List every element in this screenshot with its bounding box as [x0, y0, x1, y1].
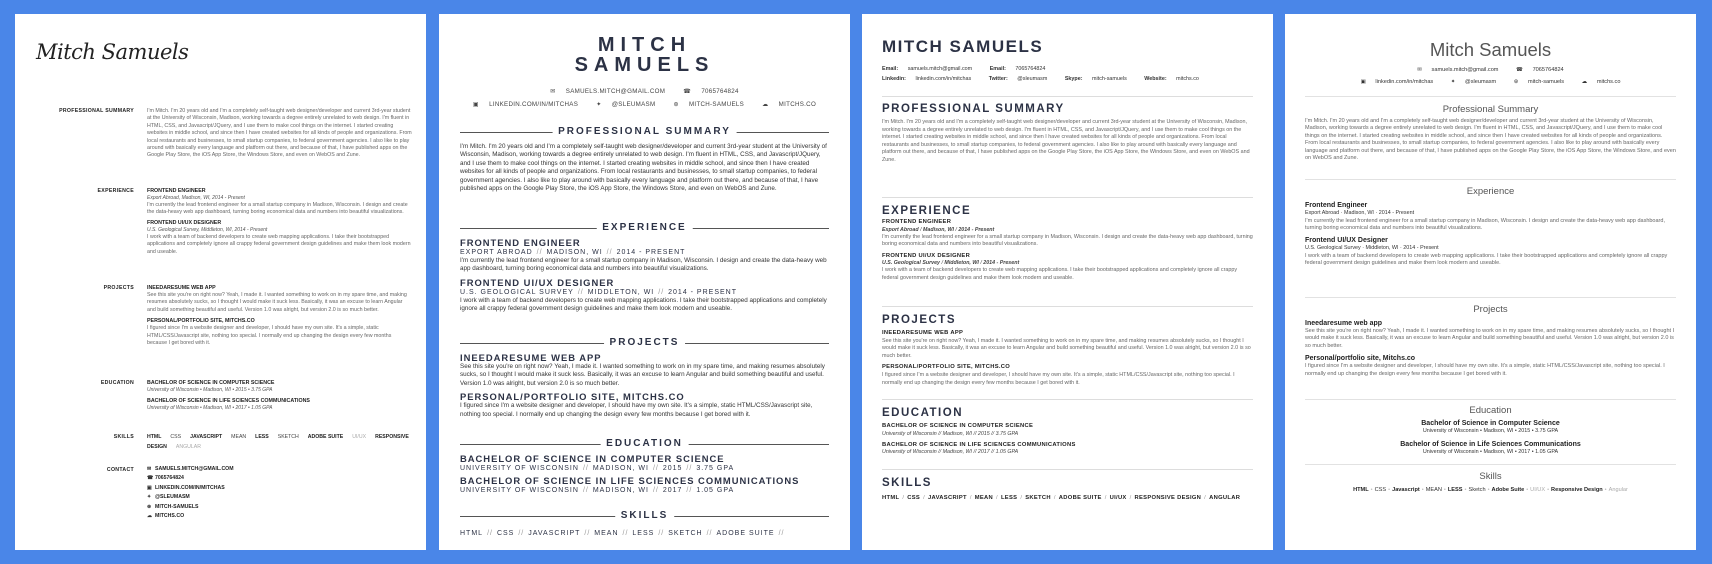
job-title: Frontend UI/UX Designer: [1305, 237, 1388, 245]
skill-item: Adobe Suite: [1491, 487, 1525, 493]
skill-item: Javascript: [1392, 487, 1420, 493]
contact-site[interactable]: ☁ MITCHS.CO: [762, 101, 817, 108]
job-title: FRONTEND UI/UX DESIGNER: [147, 220, 222, 227]
twitter-icon: ✦: [147, 494, 152, 501]
resume-name: Mitch Samuels: [36, 40, 189, 64]
skill-item: HTML: [460, 530, 484, 537]
degree: BACHELOR OF SCIENCE IN COMPUTER SCIENCE: [882, 423, 1034, 429]
contact-row-1: [439, 87, 850, 97]
divider: [882, 96, 1253, 97]
job-meta: U.S. Geological Survey, Middleton, WI, 2014 - Present: [147, 227, 268, 234]
skill-item: UI/UX: [352, 434, 367, 440]
skill-separator: •: [1370, 487, 1373, 493]
resume-name: MITCH SAMUELS: [574, 34, 715, 76]
contact-twitter[interactable]: ✦ @SLEUMASM: [596, 101, 656, 108]
linkedin-icon: ▣: [472, 101, 482, 108]
job-meta: U.S. Geological Survey · Middleton, WI · 2014 - Present: [1305, 245, 1439, 252]
skill-item: MEAN: [974, 495, 994, 501]
skill-item: SKETCH: [277, 434, 299, 440]
job-meta: Export Abroad, Madison, WI, 2014 - Present: [147, 195, 245, 201]
summary-heading: PROFESSIONAL SUMMARY: [882, 103, 1065, 115]
project-title: INEEDARESUME WEB APP: [460, 352, 602, 363]
project-entry: [147, 318, 412, 347]
degree-meta: University of Wisconsin • Madison, WI • 2015 • 3.75 GPA: [1422, 428, 1559, 434]
skill-separator: //: [584, 530, 591, 537]
contact-skype[interactable]: ⊛ mitch-samuels: [1513, 79, 1565, 85]
cloud-icon: ☁: [147, 513, 153, 520]
project-title: INEEDARESUME WEB APP: [147, 285, 216, 291]
skill-item: ANGULAR: [175, 444, 201, 450]
skill-item: RESPONSIVE DESIGN: [1134, 495, 1202, 501]
job-title: FRONTEND UI/UX DESIGNER: [882, 252, 971, 259]
section-label: EXPERIENCE: [97, 188, 134, 194]
experience-list: [460, 238, 829, 314]
skill-separator: //: [706, 530, 713, 537]
skill-item: MEAN: [1425, 487, 1442, 493]
contact-phone[interactable]: Email: 7065764824: [989, 66, 1046, 72]
skill-separator: /: [1204, 495, 1207, 501]
contact-linkedin[interactable]: Linkedin: linkedin.com/in/mitchas: [882, 76, 972, 82]
phone-icon: ☎: [683, 88, 694, 95]
skill-item: JAVASCRIPT: [528, 530, 581, 537]
skill-separator: //: [778, 530, 785, 537]
contact-email[interactable]: ✉ SAMUELS.MITCH@GMAIL.COM: [147, 465, 412, 474]
project-desc: I figured since I'm a website designer and developer, I should have my own site. It's a simple, static HTML/CSS/Javascript site, nothing too special. I normally end up changing the design every few months because I get bored with it.: [460, 402, 813, 418]
phone-icon: ☎: [147, 475, 154, 482]
skill-separator: •: [1547, 487, 1550, 493]
divider: [1305, 179, 1676, 180]
skill-separator: /: [1053, 495, 1056, 501]
contact-linkedin[interactable]: ▣ LINKEDIN.COM/IN/MITCHAS: [147, 484, 412, 493]
skill-item: Sketch: [1468, 487, 1486, 493]
contact-site[interactable]: ☁ mitchs.co: [1581, 79, 1621, 85]
experience-heading: EXPERIENCE: [460, 222, 829, 234]
projects-list: [1305, 319, 1676, 378]
skill-separator: /: [923, 495, 925, 501]
skill-separator: /: [996, 495, 998, 501]
job-title: FRONTEND ENGINEER: [460, 237, 581, 248]
degree: BACHELOR OF SCIENCE IN LIFE SCIENCES COMMUNICATIONS: [147, 397, 310, 404]
contact-skype[interactable]: ⊛ MITCH-SAMUELS: [147, 503, 412, 512]
skill-separator: //: [518, 530, 525, 537]
contact-list: [147, 465, 412, 521]
skills-heading: SKILLS: [882, 477, 932, 489]
job-meta: U.S. GEOLOGICAL SURVEY // MIDDLETON, WI // 2014 - PRESENT: [460, 288, 737, 296]
degree-meta: University of Wisconsin • Madison, WI • 2017 • 1.05 GPA: [1422, 448, 1559, 455]
skill-item: HTML: [882, 495, 900, 501]
skill-separator: /: [1104, 495, 1107, 501]
envelope-icon: ✉: [147, 466, 152, 472]
contact-site[interactable]: Website: mitchs.co: [1144, 76, 1199, 82]
resume-name: MITCH SAMUELS: [882, 37, 1044, 56]
degree-meta: UNIVERSITY OF WISCONSIN // MADISON, WI // 2015 // 3.75 GPA: [460, 465, 735, 472]
education-list: [1305, 419, 1676, 456]
degree-meta: University of Wisconsin • Madison, WI • 2017 • 1.05 GPA: [147, 404, 273, 411]
skills-heading: SKILLS: [460, 510, 829, 522]
contact-phone[interactable]: ☎ 7065764824: [683, 88, 739, 95]
education-heading: EDUCATION: [882, 407, 964, 419]
skill-item: ADOBE SUITE: [307, 434, 344, 440]
skill-separator: //: [658, 530, 665, 537]
contact-row-2: [882, 75, 1215, 84]
skill-item: RESPONSIVE DESIGN: [147, 434, 409, 450]
summary-text: I'm Mitch. I'm 20 years old and I'm a completely self-taught web designer/developer and current 3rd-year student at the University of Wisconsin, Madison, working towards a degree entirely unrelated to web design. I'm fluent in HTML, CSS, and Javascript/JQuery, and I use them to make cool things on the internet. I started creating websites in middle school, and since then I have created websites for all kinds of people and organizations. From local restaurants and businesses, to small startup companies, to federal government agencies. I also like to play around with basically every language and platform out there, and because of that, I have published apps on the Google Play Store, the iOS App Store, the Windows Store, and even on WebOS and Zune.: [147, 108, 412, 159]
project-entry: [147, 285, 412, 314]
degree: Bachelor of Science in Life Sciences Communications: [1400, 440, 1581, 448]
education-list: [460, 454, 829, 495]
degree-meta: UNIVERSITY OF WISCONSIN // MADISON, WI // 2017 // 1.05 GPA: [460, 487, 735, 494]
experience-heading: Experience: [1466, 186, 1515, 197]
skills-list: [147, 432, 412, 452]
resume-name: Mitch Samuels: [1429, 39, 1552, 60]
resume-template-1[interactable]: [15, 14, 426, 550]
education-entry: [147, 398, 412, 412]
contact-row-1: [882, 65, 1061, 74]
skill-item: Responsive Design: [1551, 487, 1603, 493]
section-label: EDUCATION: [100, 380, 134, 386]
job-meta: U.S. Geological Survey / Middleton, WI / 2014 - Present: [882, 260, 1020, 267]
skills-list: [1305, 486, 1676, 495]
degree: Bachelor of Science in Computer Science: [1421, 420, 1560, 427]
section-label: CONTACT: [106, 467, 134, 473]
projects-heading: PROJECTS: [460, 337, 829, 349]
project-title: Personal/portfolio site, Mitchs.co: [1305, 355, 1416, 363]
summary-heading: PROFESSIONAL SUMMARY: [460, 126, 829, 138]
projects-list: [882, 330, 1253, 387]
divider: [1305, 297, 1676, 298]
skill-separator: •: [1487, 487, 1490, 493]
degree-meta: University of Wisconsin // Madison, WI // 2015 // 3.75 GPA: [882, 430, 1019, 437]
resume-template-3[interactable]: [862, 14, 1273, 550]
project-title: Ineedaresume web app: [1305, 320, 1383, 327]
skill-item: CSS: [170, 434, 182, 440]
contact-twitter[interactable]: ✦ @SLEUMASM: [147, 493, 412, 502]
contact-row-2: [1285, 77, 1696, 87]
linkedin-icon: ▣: [1360, 79, 1368, 85]
summary-text: I'm Mitch. I'm 20 years old and I'm a completely self-taught web designer/developer and current 3rd-year student at the University of Wisconsin, Madison, working towards a degree entirely unrelated to web design. I'm fluent in HTML, CSS, and Javascript/JQuery, and I use them to make cool things on the internet. I started creating websites in middle school, and since then I have created websites for all kinds of people and organizations. From local restaurants and businesses, to small startup companies, to federal government agencies. I also like to play around with basically every language and platform out there, and because of that, I have published apps on the Google Play Store, the iOS App Store, the Windows Store, and even on WebOS and Zune.: [882, 119, 1250, 163]
twitter-icon: ✦: [596, 101, 604, 108]
skill-item: CSS: [1374, 487, 1387, 493]
resume-template-2[interactable]: [439, 14, 850, 550]
skill-separator: •: [1421, 487, 1424, 493]
project-title: PERSONAL/PORTFOLIO SITE, MITCHS.CO: [460, 391, 685, 403]
contact-twitter[interactable]: Twitter: @sleumasm: [988, 76, 1048, 82]
skill-item: MEAN: [231, 434, 247, 440]
skill-item: LESS: [255, 434, 269, 440]
contact-email[interactable]: ✉ SAMUELS.MITCH@GMAIL.COM: [550, 88, 666, 95]
job-title: FRONTEND UI/UX DESIGNER: [460, 276, 615, 288]
skill-separator: •: [1464, 487, 1467, 493]
resume-template-4[interactable]: [1285, 14, 1696, 550]
section-label: PROJECTS: [103, 285, 134, 291]
skype-icon: ⊛: [147, 503, 152, 510]
job-desc: I'm currently the lead frontend engineer for a small startup company in Madison, Wisconsin. I design and create the data-heavy web app dashboard, turning boring economical data and numbers into beautiful visualizations.: [1305, 217, 1665, 231]
job-entry: [147, 220, 412, 256]
divider: [882, 197, 1253, 198]
project-desc: I figured since I'm a website designer and developer, I should have my own site. It's a simple, static HTML/CSS/Javascript site, nothing too special. I normally end up changing the design every few months because I get bored with it.: [1305, 363, 1665, 377]
cloud-icon: ☁: [1581, 79, 1589, 85]
job-desc: I'm currently the lead frontend engineer for a small startup company in Madison, Wisconsin. I design and create the data-heavy web app dashboard, turning boring economical data and numbers into beautiful visualizations.: [460, 257, 827, 273]
job-desc: I work with a team of backend developers to create web mapping applications. I take their bootstrapped applications and completely ignore all crappy federal government design guidelines and make them look modern and useable.: [460, 296, 827, 313]
skill-item: LESS: [1000, 495, 1018, 501]
contact-skype[interactable]: Skype: mitch-samuels: [1064, 76, 1127, 82]
job-entry: [147, 188, 412, 216]
divider: [882, 469, 1253, 470]
skill-item: ADOBE SUITE: [1058, 495, 1102, 501]
contact-phone[interactable]: ☎ 7065764824: [147, 474, 412, 483]
job-title: FRONTEND ENGINEER: [882, 219, 952, 225]
skype-icon: ⊛: [673, 101, 681, 108]
skill-item: SKETCH: [668, 530, 703, 537]
skill-item: LESS: [1447, 487, 1463, 493]
linkedin-icon: ▣: [147, 484, 152, 491]
envelope-icon: ✉: [550, 88, 558, 95]
skills-list: [460, 530, 829, 537]
education-list: [882, 423, 1253, 456]
contact-email[interactable]: Email: samuels.mitch@gmail.com: [882, 66, 973, 72]
skill-separator: /: [969, 495, 972, 501]
skill-separator: //: [487, 530, 493, 537]
contact-phone[interactable]: ☎ 7065764824: [1516, 67, 1564, 73]
projects-heading: PROJECTS: [882, 314, 956, 326]
contact-linkedin[interactable]: ▣ LINKEDIN.COM/IN/MITCHAS: [472, 101, 579, 108]
skill-item: Angular: [1608, 487, 1628, 493]
contact-row-2: [439, 100, 850, 110]
contact-linkedin[interactable]: ▣ linkedin.com/in/mitchas: [1360, 79, 1434, 85]
degree-meta: University of Wisconsin • Madison, WI • 2015 • 3.75 GPA: [147, 387, 273, 393]
cloud-icon: ☁: [762, 101, 771, 108]
skill-item: CSS: [496, 530, 515, 537]
job-title: FRONTEND ENGINEER: [147, 188, 206, 194]
projects-heading: Projects: [1473, 304, 1508, 315]
project-desc: I figured since I'm a website designer and developer, I should have my own site. It's a simple, static HTML/CSS/Javascript site, nothing too special. I normally end up changing the design every few months because I get bored with it.: [147, 325, 392, 347]
skill-separator: //: [622, 530, 629, 537]
skill-item: UI/UX: [1109, 495, 1127, 501]
divider: [882, 399, 1253, 400]
skill-separator: •: [1388, 487, 1391, 493]
degree: BACHELOR OF SCIENCE IN LIFE SCIENCES COMMUNICATIONS: [882, 441, 1076, 448]
job-desc: I work with a team of backend developers to create web mapping applications. I take their bootstrapped applications and completely ignore all crappy federal government design guidelines and make them look modern and useable.: [882, 267, 1238, 281]
section-label: SKILLS: [113, 434, 134, 440]
skill-item: ANGULAR: [1209, 495, 1241, 501]
job-desc: I work with a team of backend developers to create web mapping applications. I take their bootstrapped applications and completely ignore all crappy federal government design guidelines and make them look modern and useable.: [147, 234, 411, 255]
envelope-icon: ✉: [1417, 67, 1424, 73]
skill-item: LESS: [632, 530, 655, 537]
skill-item: MEAN: [594, 530, 619, 537]
section-label: PROFESSIONAL SUMMARY: [59, 108, 134, 114]
summary-heading: Professional Summary: [1442, 104, 1539, 115]
skill-separator: /: [1020, 495, 1023, 501]
summary-text: I'm Mitch. I'm 20 years old and I'm a completely self-taught web designer/developer and current 3rd-year student at the University of Wisconsin, Madison, working towards a degree entirely unrelated to web design. I'm fluent in HTML, CSS, and Javascript/JQuery, and I use them to make cool things on the internet. I started creating websites in middle school, and since then I have created websites for all kinds of people and organizations. From local restaurants and businesses, to small startup companies, to federal government agencies. I also like to play around with basically every language and platform out there, and because of that, I have published apps on the Google Play Store, the iOS App Store, the Windows Store, and even on WebOS and Zune.: [1305, 118, 1676, 162]
skills-list: [882, 492, 1242, 504]
education-heading: Education: [1469, 405, 1512, 416]
project-title: PERSONAL/PORTFOLIO SITE, MITCHS.CO: [147, 318, 255, 325]
job-title: Frontend Engineer: [1305, 202, 1368, 209]
contact-twitter[interactable]: ✦ @sleumasm: [1450, 79, 1497, 85]
job-desc: I'm currently the lead frontend engineer for a small startup company in Madison, Wisconsin. I design and create the data-heavy web app dashboard, turning boring economical data and numbers into beautiful visualizations.: [147, 201, 408, 215]
skill-separator: /: [902, 495, 905, 501]
project-title: PERSONAL/PORTFOLIO SITE, MITCHS.CO: [882, 364, 1011, 371]
project-desc: I figured since I'm a website designer and developer, I should have my own site. It's a simple, static HTML/CSS/Javascript site, nothing too special. I normally end up changing the design every few months because I get bored with it.: [882, 371, 1235, 386]
skill-item: JAVASCRIPT: [190, 434, 223, 440]
skype-icon: ⊛: [1513, 79, 1521, 85]
skill-item: HTML: [1353, 487, 1369, 493]
contact-row-1: [1285, 65, 1696, 75]
degree-meta: University of Wisconsin // Madison, WI // 2017 // 1.05 GPA: [882, 449, 1019, 456]
skill-separator: •: [1526, 487, 1529, 493]
job-desc: I'm currently the lead frontend engineer for a small startup company in Madison, Wisconsin. I design and create the data-heavy web app dashboard, turning boring economical data and numbers into beautiful visualizations.: [882, 233, 1253, 248]
skill-item: ADOBE SUITE: [716, 530, 775, 537]
job-meta: Export Abroad · Madison, WI · 2014 - Present: [1305, 210, 1415, 216]
twitter-icon: ✦: [1450, 79, 1458, 85]
job-desc: I work with a team of backend developers to create web mapping applications. I take their bootstrapped applications and completely ignore all crappy federal government design guidelines and make them look modern and useable.: [1305, 252, 1668, 267]
experience-list: [1305, 201, 1676, 268]
skill-separator: •: [1604, 487, 1607, 493]
skills-heading: Skills: [1479, 471, 1502, 482]
skill-separator: •: [1443, 487, 1446, 493]
phone-icon: ☎: [1516, 67, 1525, 73]
job-meta: EXPORT ABROAD // MADISON, WI // 2014 - PRESENT: [460, 249, 686, 256]
skill-separator: /: [1129, 495, 1132, 501]
experience-heading: EXPERIENCE: [882, 205, 972, 217]
project-desc: See this site you're on right now? Yeah, I made it. I wanted something to work on in my spare time, and making resumes absolutely sucks, so I thought I would make it suck less. Basically, it was an excuse to learn Angular and build something beautiful and useful. Version 1.0 was alright, but version 2.0 is so much better.: [147, 292, 407, 313]
degree: BACHELOR OF SCIENCE IN COMPUTER SCIENCE: [147, 380, 275, 386]
skill-item: CSS: [907, 495, 921, 501]
divider: [1305, 464, 1676, 465]
project-desc: See this site you're on right now? Yeah, I made it. I wanted something to work on in my spare time, and making resumes absolutely sucks, so I thought I would make it suck less. Basically, it was an excuse to learn Angular and build something beautiful and useful. Version 1.0 was alright, but version 2.0 is so much better.: [460, 363, 825, 387]
education-heading: EDUCATION: [460, 438, 829, 450]
contact-email[interactable]: ✉ samuels.mitch@gmail.com: [1417, 67, 1499, 73]
project-desc: See this site you're on right now? Yeah, I made it. I wanted something to work on in my spare time, and making resumes absolutely sucks, so I thought I would make it suck less. Basically, it was an excuse to learn Angular and build something beautiful and useful. Version 1.0 was alright, but version 2.0 is so much better.: [1305, 328, 1675, 349]
projects-list: [460, 353, 829, 419]
divider: [1305, 96, 1676, 97]
degree: BACHELOR OF SCIENCE IN LIFE SCIENCES COMMUNICATIONS: [460, 475, 800, 486]
education-entry: [147, 380, 412, 394]
skill-item: UI/UX: [1530, 487, 1546, 493]
divider: [1305, 399, 1676, 400]
contact-site[interactable]: ☁ MITCHS.CO: [147, 512, 412, 521]
project-title: INEEDARESUME WEB APP: [882, 330, 964, 336]
project-desc: See this site you're on right now? Yeah, I made it. I wanted something to work on in my spare time, and making resumes absolutely sucks, so I thought I would make it suck less. Basically, it was an excuse to learn Angular and build something beautiful and useful. Version 1.0 was alright, but version 2.0 is so much better.: [882, 337, 1251, 359]
experience-list: [882, 219, 1253, 283]
degree: BACHELOR OF SCIENCE IN COMPUTER SCIENCE: [460, 453, 725, 464]
skill-item: JAVASCRIPT: [927, 495, 967, 501]
skill-item: HTML: [147, 434, 162, 440]
divider: [882, 306, 1253, 307]
summary-text: I'm Mitch. I'm 20 years old and I'm a completely self-taught web designer/developer and current 3rd-year student at the University of Wisconsin, Madison, working towards a degree entirely unrelated to web design. I'm fluent in HTML, CSS, and Javascript/JQuery, and I use them to make cool things on the internet. I started creating websites in middle school, and since then I have created websites for all kinds of people and organizations. From local restaurants and businesses, to small startup companies, to federal government agencies. I also like to play around with basically every language and platform out there, and because of that, I have published apps on the Google Play Store, the iOS App Store, the Windows Store, and even on WebOS and Zune.: [460, 143, 827, 193]
contact-skype[interactable]: ⊛ MITCH-SAMUELS: [673, 101, 745, 108]
job-meta: Export Abroad / Madison, WI / 2014 - Present: [882, 226, 995, 233]
skill-item: SKETCH: [1025, 495, 1051, 501]
